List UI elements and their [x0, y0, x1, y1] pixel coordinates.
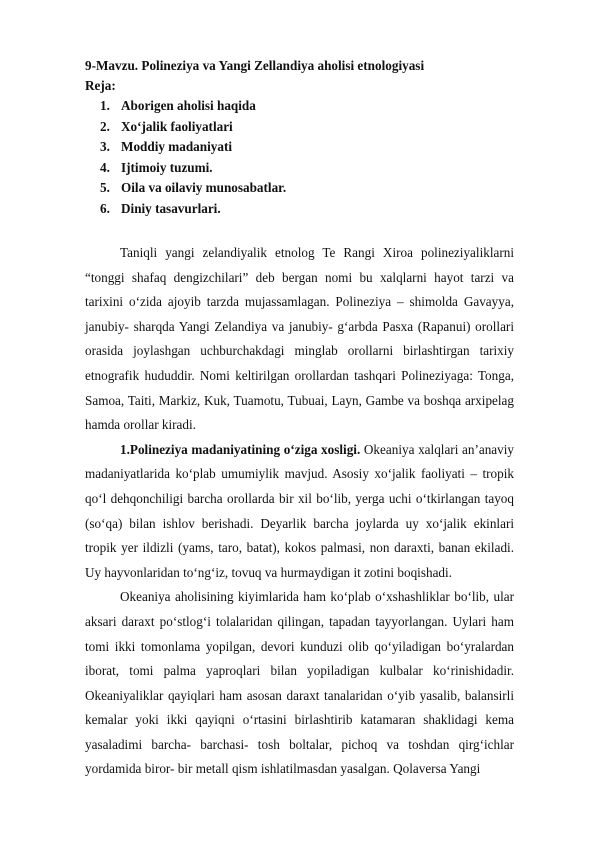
paragraph-culture-text: Okeaniya xalqlari an’anaviy madaniyatlarida ko‘plab umumiylik mavjud. Asosiy xo‘jalik faoliyati – tropik qo‘l dehqonchiligi barcha orollarda bir xil bo‘lib, yerga uchi o‘tkirlangan tayoq (so‘qa) bilan ishlov berishadi. Deyarlik barcha joylarda uy xo‘jalik ekinlari tropik yer ildizli (yams, taro, batat), kokos palmasi, non daraxti, banan ekiladi. Uy hayvonlaridan to‘ng‘iz, tovuq va hurmaydigan it zotini boqishadi.: [85, 441, 514, 580]
plan-item-text: Xo‘jalik faoliyatlari: [121, 118, 233, 134]
plan-item: [100, 158, 514, 179]
plan-item: [100, 199, 514, 220]
plan-item-number: 2.: [100, 118, 110, 134]
plan-item-number: 1.: [100, 98, 110, 113]
plan-label: Reja:: [85, 78, 116, 93]
plan-item-text: Oila va oilaviy munosabatlar.: [121, 180, 287, 195]
plan-item-number: 4.: [100, 159, 110, 175]
section-heading: 1.Polineziya madaniyatining o‘ziga xosligi.: [120, 441, 361, 457]
paragraph-intro: Taniqli yangi zelandiyalik etnolog Te Rangi Xiroa polineziyaliklarni “tonggi shafaq dengizchilari” deb bergan nomi bu xalqlarni hayot tarzi va tarixini o‘zida ajoyib tarzda mujassamlagan. Polineziya – shimolda Gavayya, janubiy- sharqda Yangi Zelandiya va janubiy- g‘arbda Pasxa (Rapanui) orollari orasida joylashgan uchburchakdagi minglab orollarni birlashtirgan tarixiy etnografik hududdir. Nomi keltirilgan orollardan tashqari Polineziyaga: Tonga, Samoa, Taiti, Markiz, Kuk, Tuamotu, Tubuai, Layn, Gambe va boshqa arxipelag hamda orollar kiradi.: [85, 245, 514, 433]
plan-item-text: Aborigen aholisi haqida: [121, 98, 256, 113]
plan-item-number: 3.: [100, 139, 110, 154]
document-title: 9-Mavzu. Polineziya va Yangi Zellandiya aholisi etnologiyasi: [85, 58, 425, 73]
plan-list: [85, 96, 514, 219]
plan-item-text: Diniy tasavurlari.: [121, 200, 221, 216]
plan-item: [100, 137, 514, 158]
plan-item-text: Moddiy madaniyati: [121, 139, 233, 154]
section-spacer: [85, 219, 514, 241]
plan-item-text: Ijtimoiy tuzumi.: [121, 159, 213, 175]
plan-item: [100, 178, 514, 199]
plan-item: [100, 96, 514, 117]
paragraph-clothing: Okeaniya aholisining kiyimlarida ham ko‘plab o‘xshashliklar bo‘lib, ular aksari daraxt po‘stlog‘i tolalaridan qilingan, tapadan tayyorlangan. Uylari ham tomi ikki tomonlama yopilgan, devori kunduzi olib qo‘yiladigan bo‘yralardan iborat, tomi palma yaproqlari bilan yopiladigan kulbalar ko‘rinishidadir. Okeaniyaliklar qayiqlari ham asosan daraxt tanalaridan o‘yib yasalib, balansirli kemalar yoki ikki qayiqni o‘rtasini birlashtirib katamaran shaklidagi kema yasaladimi barcha- barchasi- tosh boltalar, pichoq va toshdan qirg‘ichlar yordamida biror- bir metall qism ishlatilmasdan yasalgan. Qolaversa Yangi: [85, 589, 514, 777]
plan-item-number: 6.: [100, 200, 110, 216]
paragraph-culture: [85, 438, 514, 586]
plan-item: [100, 117, 514, 138]
plan-item-number: 5.: [100, 180, 110, 195]
